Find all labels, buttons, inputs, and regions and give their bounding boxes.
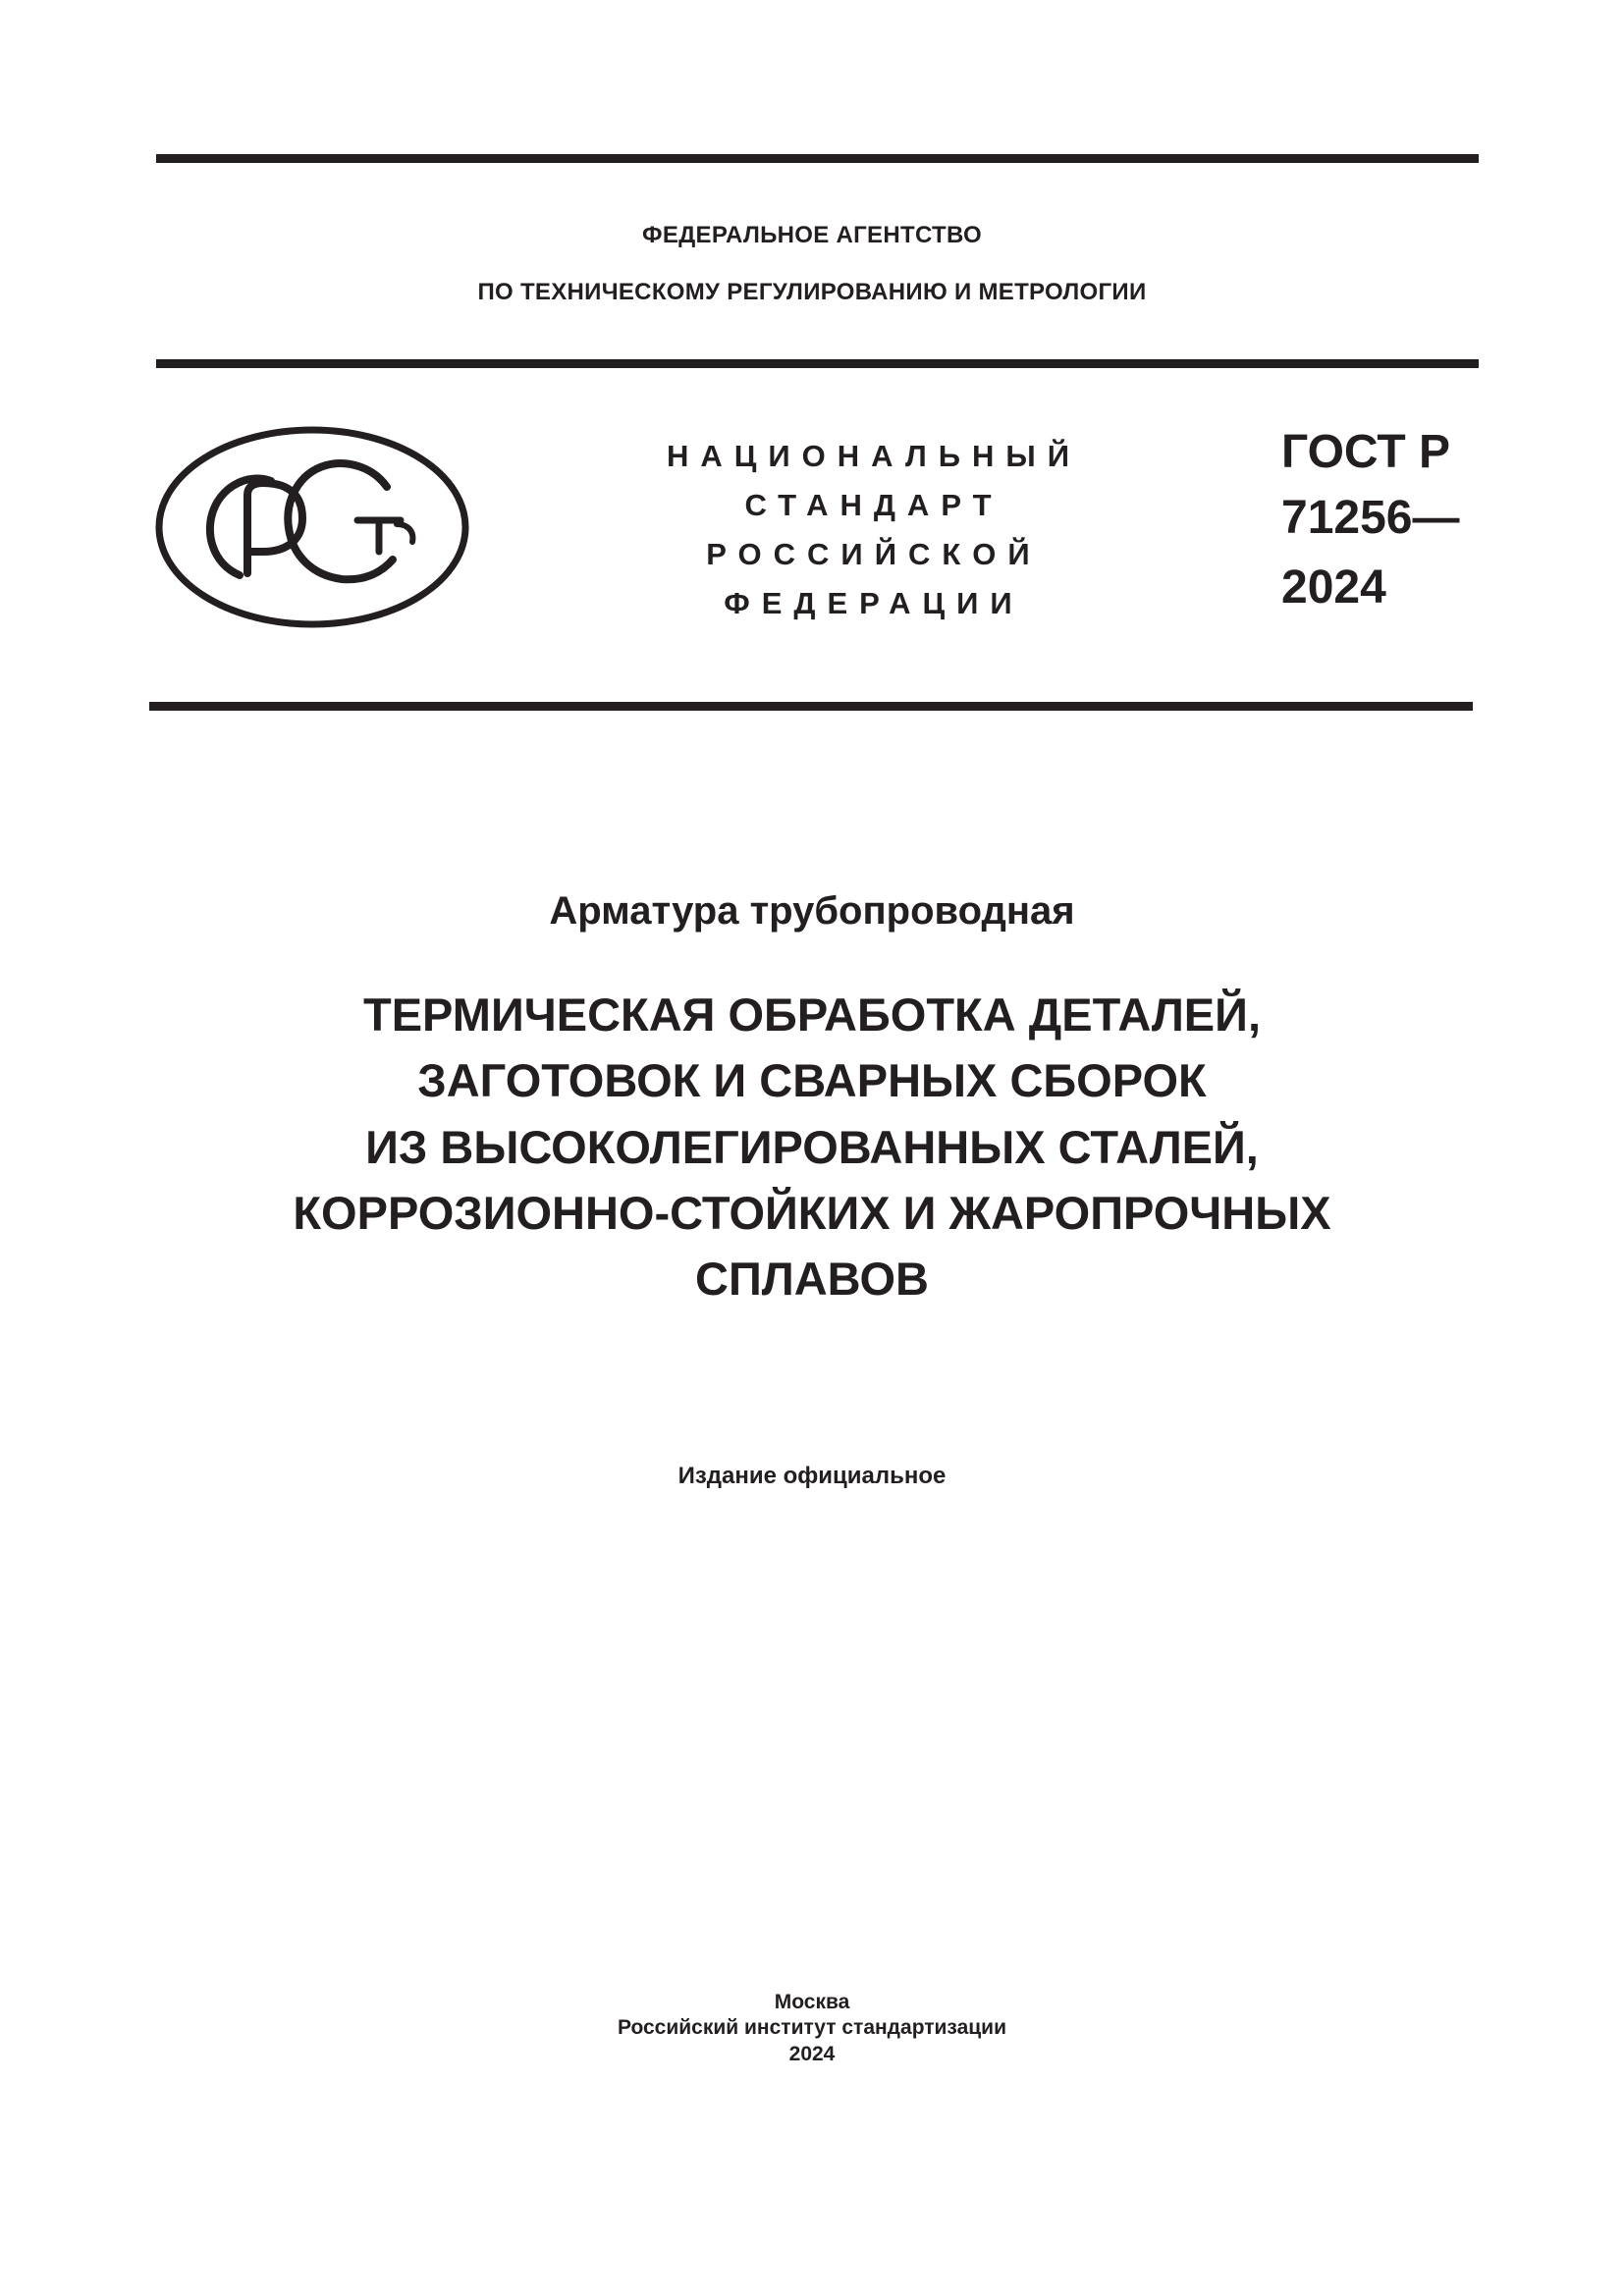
edition-note: Издание официальное xyxy=(677,1463,947,1489)
document-title-line4: КОРРОЗИОННО-СТОЙКИХ И ЖАРОПРОЧНЫХ xyxy=(293,1187,1331,1239)
national-standard-line4: ФЕДЕРАЦИИ xyxy=(724,586,1024,620)
document-subtitle: Арматура трубопроводная xyxy=(549,889,1075,933)
footer-city: Москва xyxy=(774,1991,850,2013)
standard-designation-line3: 2024 xyxy=(1281,561,1386,614)
document-title-line2: ЗАГОТОВОК И СВАРНЫХ СБОРОК xyxy=(417,1054,1207,1106)
national-standard-line3: РОССИЙСКОЙ xyxy=(706,537,1042,571)
national-standard-line2: СТАНДАРТ xyxy=(744,488,1003,522)
agency-name-line2: ПО ТЕХНИЧЕСКОМУ РЕГУЛИРОВАНИЮ И МЕТРОЛОГИИ xyxy=(477,279,1147,305)
document-title-line5: СПЛАВОВ xyxy=(695,1253,929,1305)
bottom-rule xyxy=(149,702,1473,711)
middle-rule xyxy=(156,359,1479,368)
top-rule xyxy=(156,154,1479,163)
rst-certification-mark-icon xyxy=(155,426,469,628)
document-title-line3: ИЗ ВЫСОКОЛЕГИРОВАННЫХ СТАЛЕЙ, xyxy=(365,1121,1259,1173)
standard-designation-line2: 71256— xyxy=(1281,492,1460,544)
footer-year: 2024 xyxy=(788,2043,836,2065)
agency-name-line1: ФЕДЕРАЛЬНОЕ АГЕНТСТВО xyxy=(642,222,982,248)
footer-publisher: Российский институт стандартизации xyxy=(617,2016,1007,2039)
standard-designation-line1: ГОСТ Р xyxy=(1281,426,1451,478)
document-title-line1: ТЕРМИЧЕСКАЯ ОБРАБОТКА ДЕТАЛЕЙ, xyxy=(363,988,1261,1041)
national-standard-line1: НАЦИОНАЛЬНЫЙ xyxy=(666,439,1082,473)
